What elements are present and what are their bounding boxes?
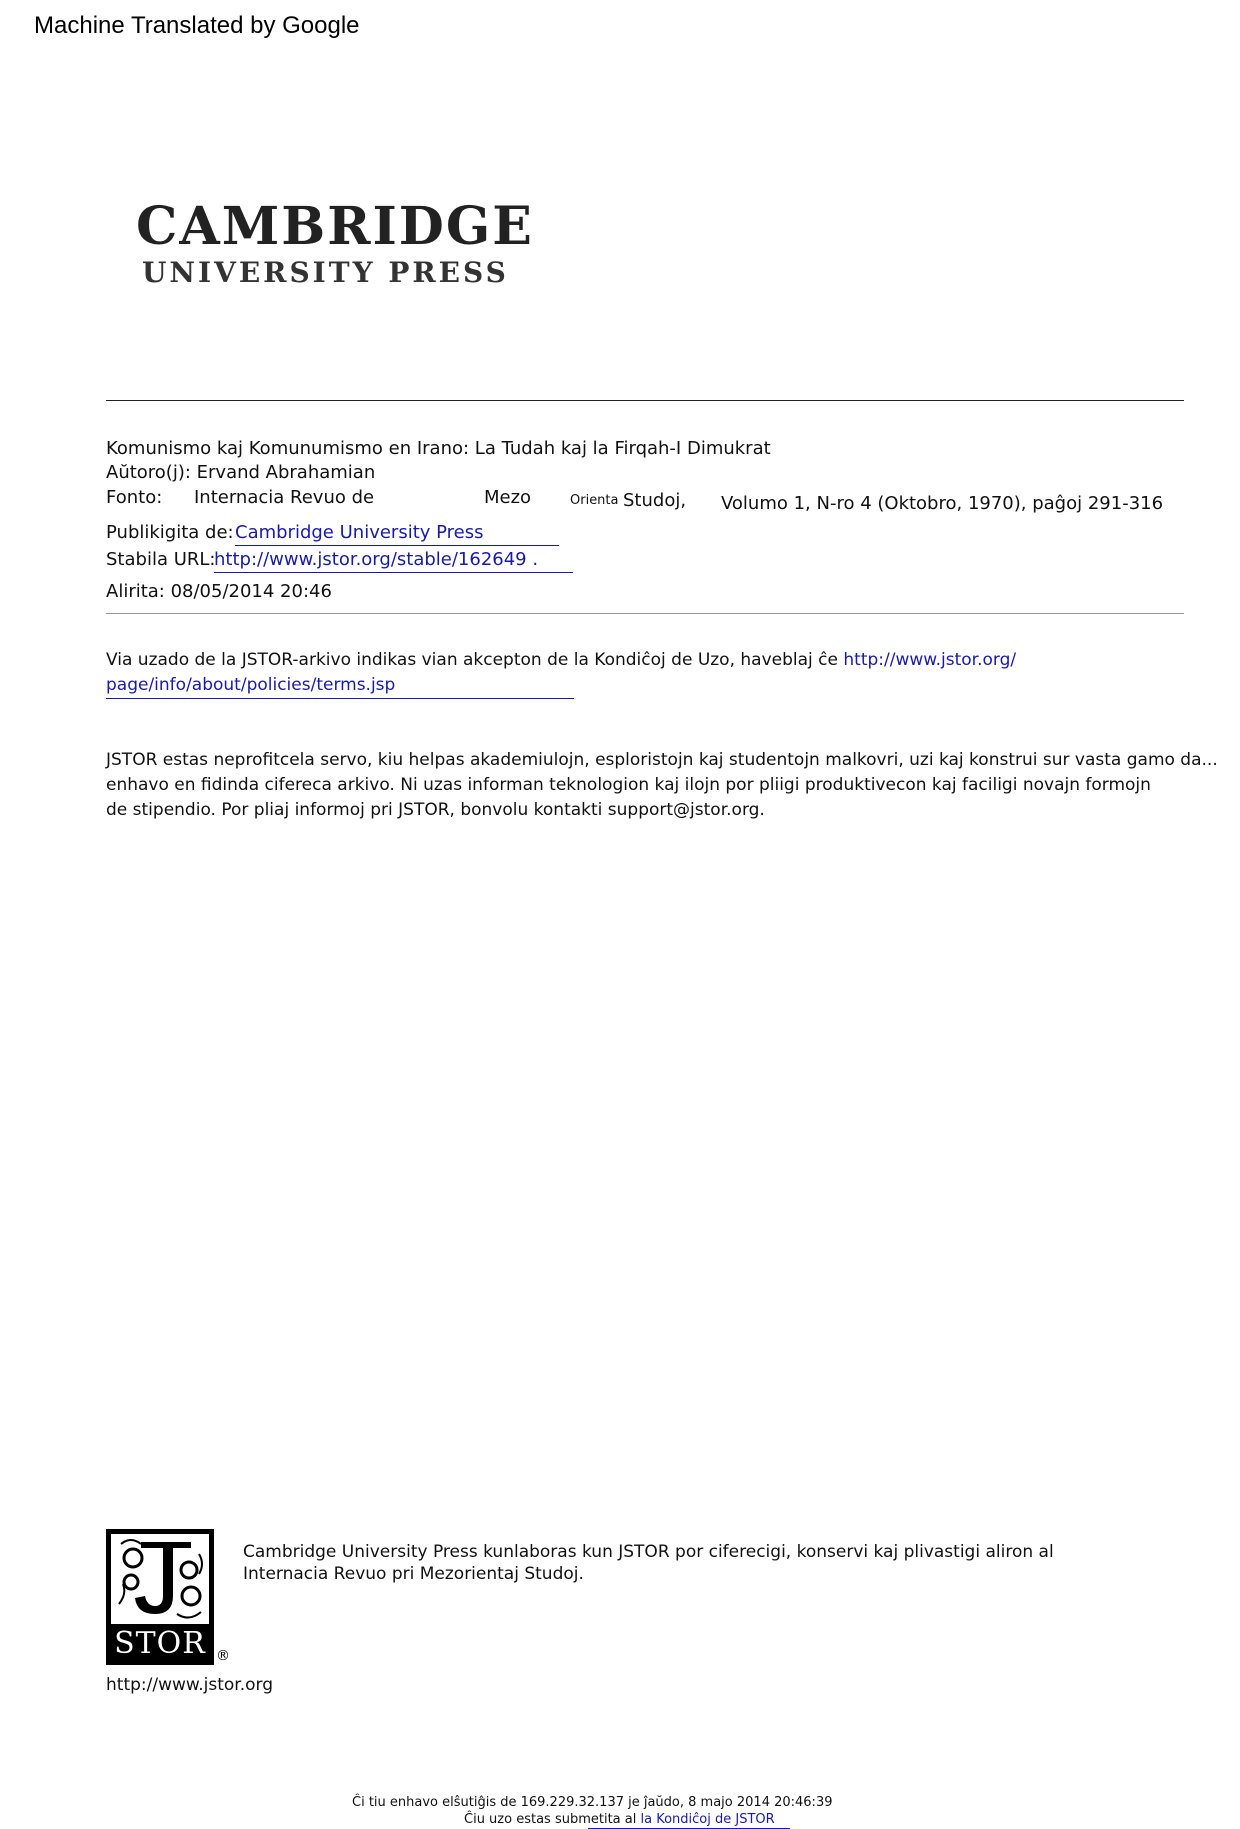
source-journal-part-3: Orienta [570,493,619,508]
registered-mark: ® [216,1648,230,1664]
terms-link-underline [106,698,574,699]
jstor-terms-link[interactable]: la Kondiĉoj de JSTOR [640,1812,775,1827]
top-divider [106,400,1184,401]
terms-link-part-1[interactable]: http://www.jstor.org/ [843,650,1017,670]
terms-link-part-2[interactable]: page/info/about/policies/terms.jsp [106,675,396,695]
article-authors: Aŭtoro(j): Ervand Abrahamian [106,462,376,483]
source-journal-part-1: Internacia Revuo de [194,487,375,508]
logo-line-2: UNIVERSITY PRESS [142,256,509,289]
source-label: Fonto: [106,487,163,508]
publisher-link-underline [235,545,559,546]
source-journal-part-4: Studoj, [623,490,687,511]
terms-text: Via uzado de la JSTOR-arkivo indikas vian akcepton de la Kondiĉoj de Uzo, haveblaj ĉe [106,650,838,670]
accessed-date: Alirita: 08/05/2014 20:46 [106,581,332,602]
terms-subject-notice [464,1812,775,1827]
jstor-ornament [111,1534,209,1624]
download-notice: Ĉi tiu enhavo elŝutiĝis de 169.229.32.137 je ĵaŭdo, 8 majo 2014 20:46:39 [352,1795,833,1810]
logo-line-1: CAMBRIDGE [136,196,534,257]
about-line-1: JSTOR estas neprofitcela servo, kiu helpas akademiulojn, esploristojn kaj studentojn malkovri, uzi kaj konstrui sur vasta gamo da... [106,750,1218,770]
machine-translated-banner: Machine Translated by Google [34,12,360,39]
publisher-label: Publikigita de: [106,522,234,543]
about-line-2: enhavo en fidinda cifereca arkivo. Ni uzas informan teknologion kaj ilojn por pliigi produktivecon kaj faciligi novajn formojn [106,775,1151,795]
source-journal-part-2: Mezo [484,487,532,508]
meta-divider [106,613,1184,614]
stable-url-label: Stabila URL: [106,549,216,570]
publisher-link[interactable]: Cambridge University Press [235,522,484,543]
stable-url-underline [214,572,573,573]
collaboration-line-1: Cambridge University Press kunlaboras kun JSTOR por ciferecigi, konservi kaj plivastigi aliron al [243,1542,1054,1562]
terms-subject-text: Ĉiu uzo estas submetita al [464,1812,637,1827]
stable-url-link[interactable]: http://www.jstor.org/stable/162649 . [214,549,539,570]
jstor-site-url[interactable]: http://www.jstor.org [106,1675,273,1695]
jstor-logo-text: STOR [114,1626,206,1661]
article-title: Komunismo kaj Komunumismo en Irano: La Tudah kaj la Firqah-I Dimukrat [106,438,771,459]
jstor-logo [106,1529,214,1665]
cambridge-university-press-logo [136,196,536,296]
terms-notice [106,648,1016,698]
jstor-about [106,748,1218,823]
source-volume: Volumo 1, N-ro 4 (Oktobro, 1970), paĝoj 291-316 [721,493,1164,514]
about-line-3: de stipendio. Por pliaj informoj pri JSTOR, bonvolu kontakti support@jstor.org. [106,800,765,820]
collaboration-line-2: Internacia Revuo pri Mezorientaj Studoj. [243,1564,584,1584]
